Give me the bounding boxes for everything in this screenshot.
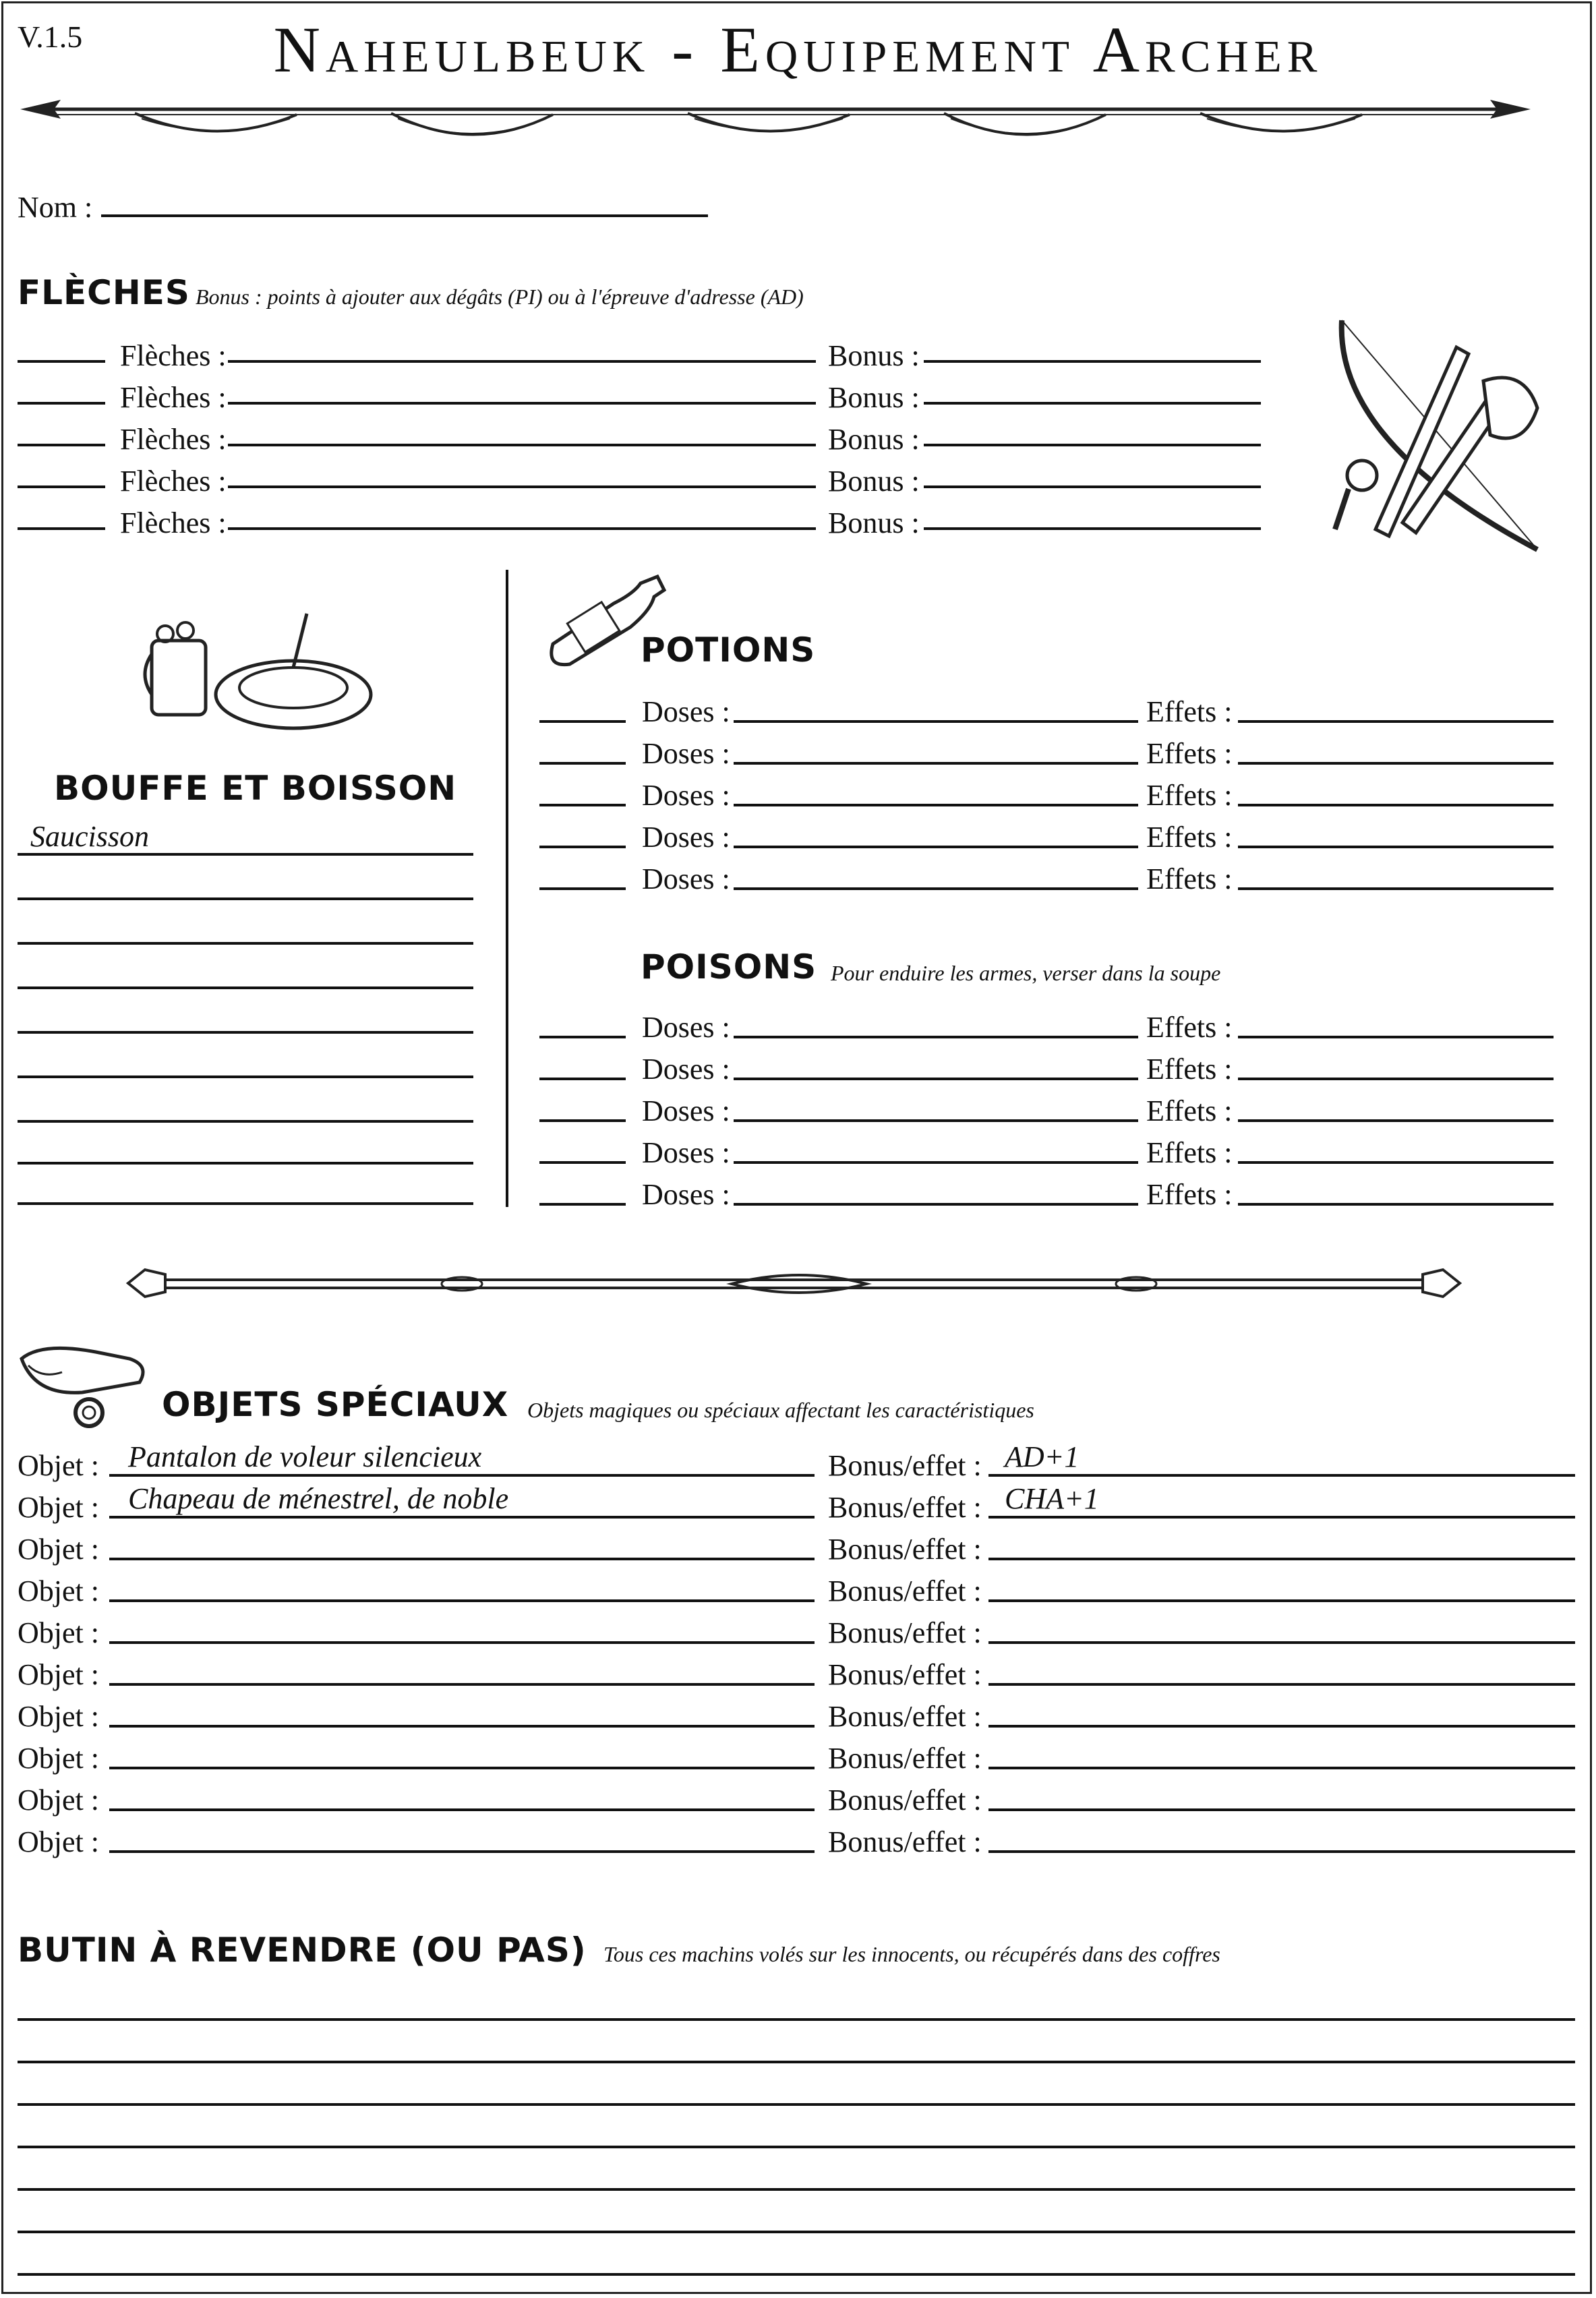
butin-line[interactable] (18, 2188, 1575, 2191)
fleches-name-field[interactable] (228, 360, 816, 363)
objet-label: Objet : (18, 1533, 99, 1566)
poison-effets-field[interactable] (1238, 1119, 1554, 1122)
fleches-name-field[interactable] (228, 527, 816, 530)
objet-bonus-label: Bonus/effet : (828, 1784, 982, 1817)
objet-bonus-label: Bonus/effet : (828, 1491, 982, 1524)
potion-effets-label: Effets : (1146, 821, 1233, 854)
food-and-drink-icon (138, 600, 374, 735)
fleches-qty-field[interactable] (18, 527, 105, 530)
butin-line[interactable] (18, 2273, 1575, 2276)
poison-doses-field[interactable] (734, 1161, 1138, 1164)
poison-doses-label: Doses : (642, 1094, 730, 1127)
fleches-qty-field[interactable] (18, 402, 105, 405)
objet-bonus-value: CHA+1 (1005, 1482, 1099, 1515)
potion-doses-label: Doses : (642, 779, 730, 812)
objet-label: Objet : (18, 1742, 99, 1775)
potion-effets-field[interactable] (1238, 720, 1554, 723)
scroll-and-ring-icon (15, 1338, 156, 1433)
bouffe-line[interactable] (18, 1076, 473, 1078)
potion-effets-field[interactable] (1238, 762, 1554, 765)
version-label: V.1.5 (18, 20, 83, 54)
bouffe-line[interactable] (18, 1120, 473, 1123)
butin-line[interactable] (18, 2061, 1575, 2063)
poison-doses-label: Doses : (642, 1178, 730, 1211)
objet-bonus-field[interactable] (988, 1683, 1575, 1686)
poison-effets-label: Effets : (1146, 1011, 1233, 1044)
objet-bonus-field[interactable] (988, 1558, 1575, 1560)
bow-and-axe-icon (1322, 307, 1571, 560)
poison-effets-label: Effets : (1146, 1094, 1233, 1127)
poison-effets-label: Effets : (1146, 1136, 1233, 1169)
potion-effets-label: Effets : (1146, 737, 1233, 770)
bouffe-heading: BOUFFE ET BOISSON (54, 769, 457, 808)
potion-effets-field[interactable] (1238, 846, 1554, 848)
objets-subtitle: Objets magiques ou spéciaux affectant les caractéristiques (527, 1398, 1034, 1422)
butin-line[interactable] (18, 2103, 1575, 2106)
nom-label: Nom : (18, 191, 93, 224)
fleches-label: Flèches : (120, 339, 227, 372)
potion-doses-label: Doses : (642, 862, 730, 895)
potions-heading: POTIONS (641, 630, 816, 670)
potion-doses-field[interactable] (734, 804, 1138, 806)
fleches-label: Flèches : (120, 381, 227, 414)
fleches-bonus-label: Bonus : (828, 465, 920, 498)
fleches-bonus-field[interactable] (924, 402, 1261, 405)
poison-effets-field[interactable] (1238, 1078, 1554, 1080)
poison-qty-field[interactable] (539, 1078, 626, 1080)
objet-label: Objet : (18, 1784, 99, 1817)
objet-label: Objet : (18, 1658, 99, 1691)
objet-label: Objet : (18, 1616, 99, 1649)
objet-field[interactable] (109, 1767, 815, 1769)
objet-bonus-label: Bonus/effet : (828, 1574, 982, 1608)
fleches-bonus-label: Bonus : (828, 506, 920, 539)
bouffe-line[interactable] (18, 942, 473, 945)
fleches-qty-field[interactable] (18, 444, 105, 446)
poison-effets-field[interactable] (1238, 1203, 1554, 1206)
poison-doses-label: Doses : (642, 1011, 730, 1044)
poisons-heading: POISONS (641, 947, 817, 986)
objet-bonus-label: Bonus/effet : (828, 1742, 982, 1775)
potion-qty-field[interactable] (539, 720, 626, 723)
fleches-name-field[interactable] (228, 485, 816, 488)
objet-bonus-field[interactable] (988, 1767, 1575, 1769)
potion-qty-field[interactable] (539, 846, 626, 848)
objet-bonus-field[interactable] (988, 1474, 1575, 1477)
objet-bonus-field[interactable] (988, 1641, 1575, 1644)
nom-field[interactable] (101, 214, 708, 217)
poison-effets-field[interactable] (1238, 1036, 1554, 1038)
objet-field[interactable] (109, 1558, 815, 1560)
fleches-label: Flèches : (120, 506, 227, 539)
potion-doses-field[interactable] (734, 720, 1138, 723)
poison-doses-field[interactable] (734, 1036, 1138, 1038)
objet-bonus-label: Bonus/effet : (828, 1658, 982, 1691)
objet-bonus-label: Bonus/effet : (828, 1700, 982, 1733)
objet-field[interactable] (109, 1725, 815, 1728)
fleches-bonus-label: Bonus : (828, 423, 920, 456)
butin-line[interactable] (18, 2018, 1575, 2021)
potion-doses-field[interactable] (734, 846, 1138, 848)
objet-bonus-label: Bonus/effet : (828, 1825, 982, 1858)
objet-field[interactable] (109, 1683, 815, 1686)
objet-label: Objet : (18, 1825, 99, 1858)
poison-doses-label: Doses : (642, 1136, 730, 1169)
objet-bonus-field[interactable] (988, 1808, 1575, 1811)
objet-bonus-field[interactable] (988, 1725, 1575, 1728)
bouffe-line[interactable] (18, 853, 473, 856)
potion-doses-label: Doses : (642, 695, 730, 728)
fleches-bonus-field[interactable] (924, 485, 1261, 488)
potion-effets-label: Effets : (1146, 862, 1233, 895)
objet-field[interactable] (109, 1599, 815, 1602)
fleches-subtitle: Bonus : points à ajouter aux dégâts (PI) ou à l'épreuve d'adresse (AD) (196, 285, 804, 309)
butin-line[interactable] (18, 2146, 1575, 2148)
objet-bonus-field[interactable] (988, 1850, 1575, 1853)
bouffe-line[interactable] (18, 1031, 473, 1034)
potion-effets-label: Effets : (1146, 779, 1233, 812)
fleches-bonus-field[interactable] (924, 444, 1261, 446)
poison-qty-field[interactable] (539, 1119, 626, 1122)
fleches-qty-field[interactable] (18, 360, 105, 363)
poison-doses-field[interactable] (734, 1078, 1138, 1080)
objet-bonus-field[interactable] (988, 1516, 1575, 1519)
fleches-label: Flèches : (120, 423, 227, 456)
potion-doses-label: Doses : (642, 737, 730, 770)
fleches-name-field[interactable] (228, 402, 816, 405)
objet-value: Chapeau de ménestrel, de noble (128, 1482, 509, 1515)
poison-effets-label: Effets : (1146, 1053, 1233, 1086)
objet-bonus-field[interactable] (988, 1599, 1575, 1602)
fleches-bonus-label: Bonus : (828, 339, 920, 372)
potion-effets-field[interactable] (1238, 804, 1554, 806)
poison-doses-field[interactable] (734, 1203, 1138, 1206)
objet-field[interactable] (109, 1474, 815, 1477)
fleches-qty-field[interactable] (18, 485, 105, 488)
potion-qty-field[interactable] (539, 887, 626, 890)
potion-doses-label: Doses : (642, 821, 730, 854)
objet-label: Objet : (18, 1700, 99, 1733)
fleches-name-field[interactable] (228, 444, 816, 446)
page-title: Naheulbeuk - Equipement Archer (273, 13, 1323, 86)
potion-effets-label: Effets : (1146, 695, 1233, 728)
poison-qty-field[interactable] (539, 1161, 626, 1164)
objet-field[interactable] (109, 1516, 815, 1519)
bouffe-line[interactable] (18, 986, 473, 989)
poison-doses-field[interactable] (734, 1119, 1138, 1122)
fleches-bonus-field[interactable] (924, 360, 1261, 363)
arrow-divider-icon (13, 81, 1537, 155)
objet-bonus-value: AD+1 (1005, 1440, 1080, 1473)
objet-field[interactable] (109, 1808, 815, 1811)
bouffe-line[interactable] (18, 897, 473, 900)
objet-bonus-label: Bonus/effet : (828, 1616, 982, 1649)
objet-bonus-label: Bonus/effet : (828, 1449, 982, 1482)
poison-doses-label: Doses : (642, 1053, 730, 1086)
column-divider (506, 570, 508, 1207)
objet-bonus-label: Bonus/effet : (828, 1533, 982, 1566)
fleches-bonus-field[interactable] (924, 527, 1261, 530)
staff-divider-icon (125, 1260, 1463, 1307)
butin-subtitle: Tous ces machins volés sur les innocents, ou récupérés dans des coffres (603, 1942, 1220, 1966)
bouffe-line[interactable] (18, 1162, 473, 1165)
fleches-bonus-label: Bonus : (828, 381, 920, 414)
objet-field[interactable] (109, 1641, 815, 1644)
poison-effets-field[interactable] (1238, 1161, 1554, 1164)
potion-doses-field[interactable] (734, 887, 1138, 890)
butin-heading: BUTIN À REVENDRE (OU PAS) (18, 1931, 587, 1970)
bouffe-entry: Saucisson (30, 820, 149, 853)
potion-qty-field[interactable] (539, 762, 626, 765)
potion-effets-field[interactable] (1238, 887, 1554, 890)
poison-effets-label: Effets : (1146, 1178, 1233, 1211)
objet-label: Objet : (18, 1491, 99, 1524)
poisons-subtitle: Pour enduire les armes, verser dans la soupe (831, 961, 1221, 985)
objets-heading: OBJETS SPÉCIAUX (162, 1385, 509, 1424)
objet-label: Objet : (18, 1449, 99, 1482)
objet-field[interactable] (109, 1850, 815, 1853)
potion-doses-field[interactable] (734, 762, 1138, 765)
fleches-label: Flèches : (120, 465, 227, 498)
bouffe-line[interactable] (18, 1202, 473, 1205)
butin-line[interactable] (18, 2231, 1575, 2233)
fleches-heading: FLÈCHES (18, 273, 190, 312)
poison-qty-field[interactable] (539, 1036, 626, 1038)
objet-label: Objet : (18, 1574, 99, 1608)
potion-qty-field[interactable] (539, 804, 626, 806)
poison-qty-field[interactable] (539, 1203, 626, 1206)
objet-value: Pantalon de voleur silencieux (128, 1440, 482, 1473)
